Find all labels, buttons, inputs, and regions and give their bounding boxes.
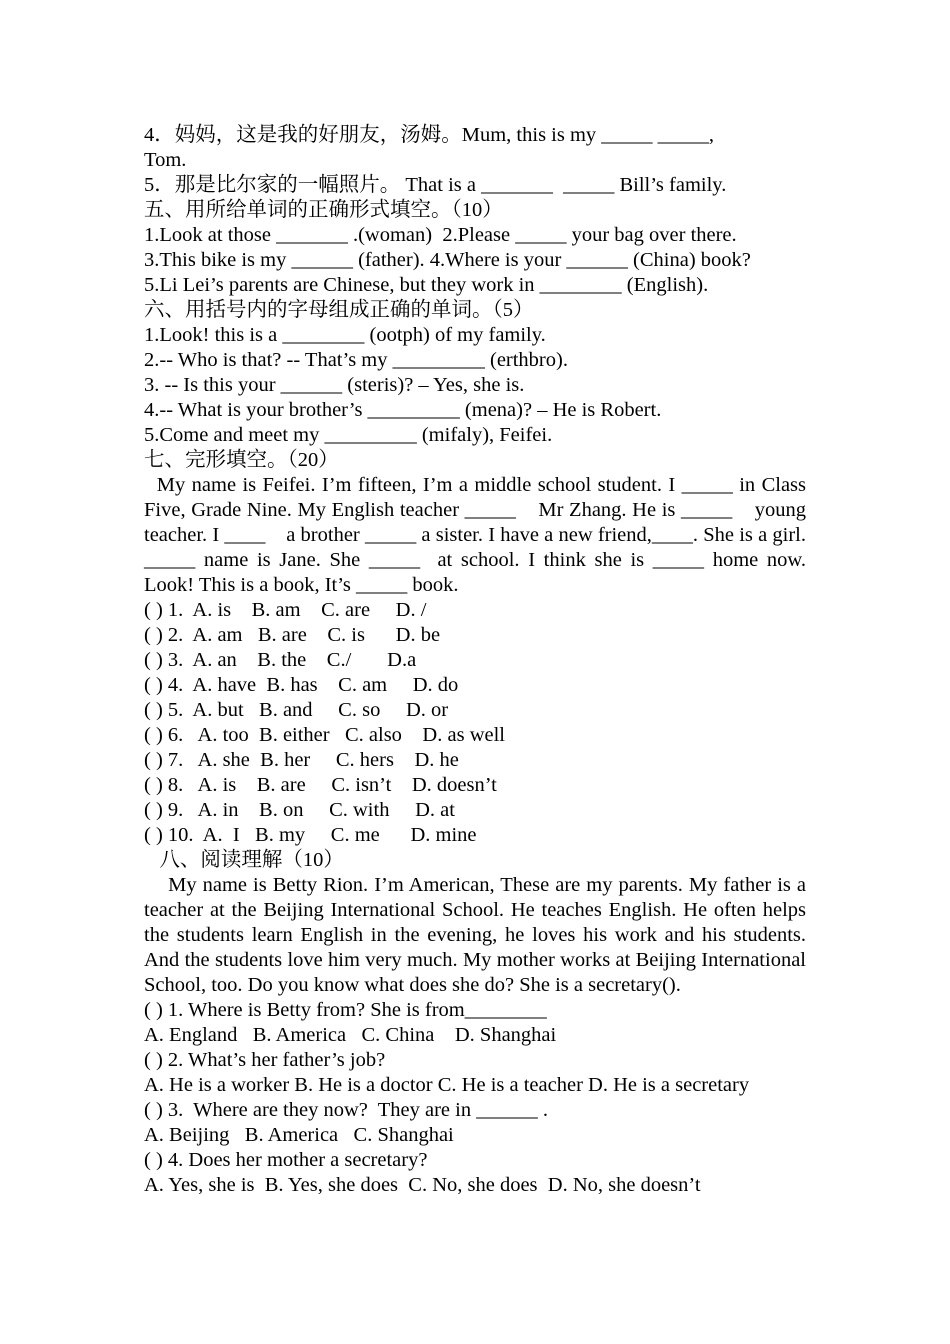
section-6-line: 4.-- What is your brother’s _________ (mena)? – He is Robert.	[144, 399, 662, 421]
reading-options: A. He is a worker B. He is a doctor C. He is a teacher D. He is a secretary	[144, 1074, 750, 1096]
section-8-heading: 八、阅读理解（10）	[144, 849, 344, 871]
cloze-option-row: ( ) 5. A. but B. and C. so D. or	[144, 699, 449, 721]
cloze-option-row: ( ) 7. A. she B. her C. hers D. he	[144, 749, 459, 771]
question-4	[144, 123, 806, 173]
section-6-line: 2.-- Who is that? -- That’s my _________ (erthbro).	[144, 349, 568, 371]
reading-passage: My name is Betty Rion. I’m American, These are my parents. My father is a teacher at the Beijing International School. He teaches English. He often helps the students learn English in the evening, he loves his work and his students. And the students love him very much. My mother works at Beijing International School, too. Do you know what does she do? She is a secretary().	[144, 874, 812, 996]
cloze-option-row: ( ) 4. A. have B. has C. am D. do	[144, 674, 459, 696]
question-4-line-2: Tom.	[144, 149, 187, 171]
cloze-passage: My name is Feifei. I’m fifteen, I’m a middle school student. I _____ in Class Five, Grade Nine. My English teacher _____ Mr Zhang. He is _____ young teacher. I ____ a brother _____ a sister. I have a new friend,____. She is a girl. _____ name is Jane. She _____ at school. I think she is _____ home now. Look! This is a book, It’s _____ book.	[144, 474, 812, 596]
reading-question: ( ) 3. Where are they now? They are in ______ .	[144, 1099, 548, 1121]
cloze-option-row: ( ) 6. A. too B. either C. also D. as well	[144, 724, 505, 746]
cloze-option-row: ( ) 8. A. is B. are C. isn’t D. doesn’t	[144, 774, 497, 796]
question-5: 5．那是比尔家的一幅照片。 That is a _______ _____ Bill’s family.	[144, 174, 727, 196]
cloze-option-row: ( ) 1. A. is B. am C. are D. /	[144, 599, 427, 621]
reading-question: ( ) 1. Where is Betty from? She is from________	[144, 999, 547, 1021]
section-5-line: 1.Look at those _______ .(woman) 2.Please _____ your bag over there.	[144, 224, 737, 246]
cloze-option-row: ( ) 10. A. I B. my C. me D. mine	[144, 824, 477, 846]
section-6-line: 1.Look! this is a ________ (ootph) of my family.	[144, 324, 546, 346]
section-6-line: 3. -- Is this your ______ (steris)? – Yes, she is.	[144, 374, 525, 396]
section-7-heading: 七、完形填空。（20）	[144, 449, 339, 471]
reading-options: A. Yes, she is B. Yes, she does C. No, she does D. No, she doesn’t	[144, 1174, 701, 1196]
cloze-option-row: ( ) 2. A. am B. are C. is D. be	[144, 624, 441, 646]
worksheet-page	[144, 123, 812, 1198]
section-6-line: 5.Come and meet my _________ (mifaly), Feifei.	[144, 424, 553, 446]
reading-question: ( ) 4. Does her mother a secretary?	[144, 1149, 428, 1171]
reading-options: A. Beijing B. America C. Shanghai	[144, 1124, 454, 1146]
section-5-heading: 五、用所给单词的正确形式填空。（10）	[144, 199, 503, 221]
cloze-option-row: ( ) 9. A. in B. on C. with D. at	[144, 799, 455, 821]
question-4-line-1: 4．妈妈，这是我的好朋友，汤姆。Mum, this is my _____ _____,	[144, 124, 715, 146]
section-5-line: 3.This bike is my ______ (father). 4.Where is your ______ (China) book?	[144, 249, 751, 271]
reading-options: A. England B. America C. China D. Shanghai	[144, 1024, 557, 1046]
section-6-heading: 六、用括号内的字母组成正确的单词。（5）	[144, 299, 534, 321]
cloze-option-row: ( ) 3. A. an B. the C./ D.a	[144, 649, 417, 671]
section-5-line: 5.Li Lei’s parents are Chinese, but they work in ________ (English).	[144, 274, 709, 296]
reading-question: ( ) 2. What’s her father’s job?	[144, 1049, 386, 1071]
